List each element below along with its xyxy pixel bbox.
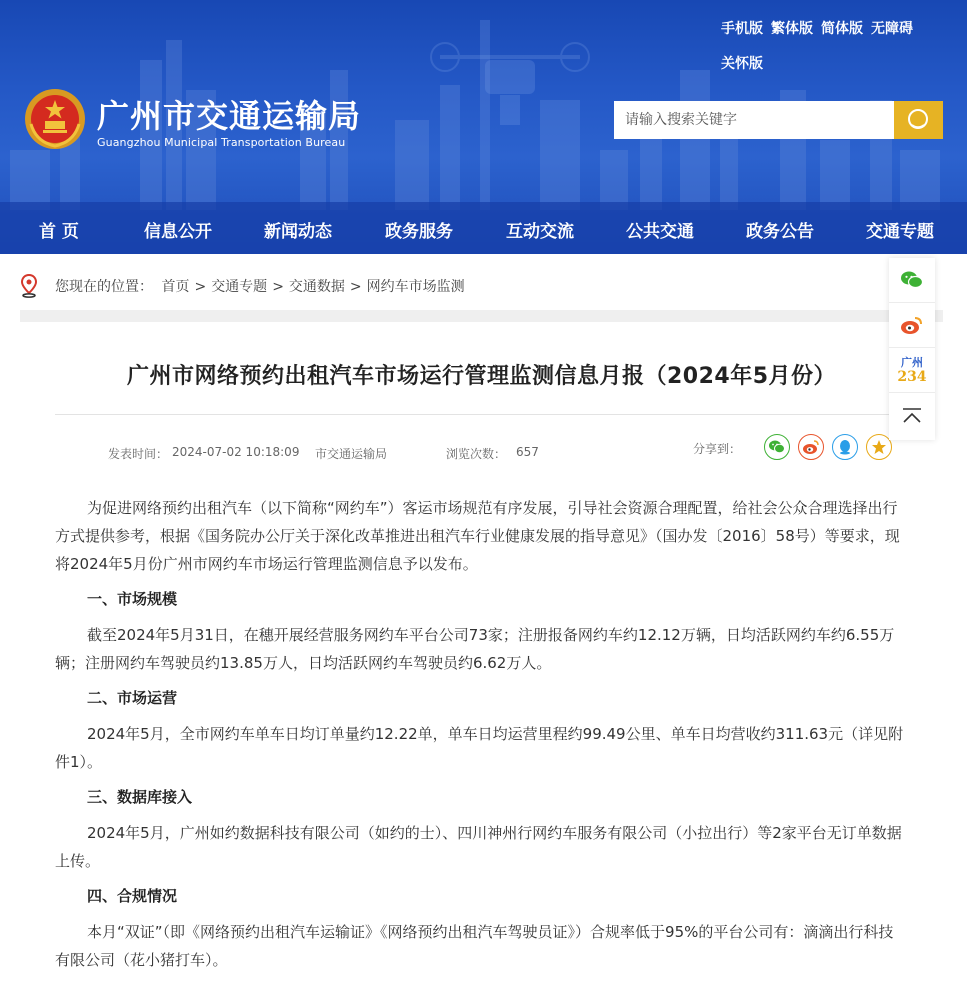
section-heading: 四、合规情况 [87, 887, 178, 905]
breadcrumb-trail [55, 276, 469, 296]
nav-gov-services[interactable]: 政务服务 [385, 222, 453, 242]
publish-time-label: 发表时间： [108, 447, 169, 461]
nav-news[interactable]: 新闻动态 [264, 222, 332, 242]
section-heading: 一、市场规模 [87, 590, 178, 608]
views-label: 浏览次数： [446, 447, 507, 461]
favorite-star-icon [871, 439, 887, 455]
traditional-chinese-link[interactable]: 繁体版 [771, 21, 813, 37]
breadcrumb-home[interactable]: 首页 [161, 279, 190, 295]
article-paragraph: 为促进网络预约出租汽车（以下简称“网约车”）客运市场规范有序发展，引导社会资源合理配置，给社会公众合理选择出行方式提供参考，根据《国务院办公厅关于深化改革推进出租汽车行业健康发展的指导意见》（国办发〔2016〕58号）等要求，现将2024年5月份广州市网约车市场运行管理监测信息予以发布。 [55, 499, 900, 573]
views-count: 657 [516, 445, 539, 459]
article-source: 市交通运输局 [315, 447, 388, 461]
section-heading: 三、数据库接入 [87, 788, 193, 806]
section-heading: 二、市场运营 [87, 689, 178, 707]
elder-care-version-link[interactable]: 关怀版 [721, 56, 763, 72]
top-links [721, 20, 931, 73]
gz234-label-bottom [897, 370, 926, 385]
search-input[interactable] [614, 101, 894, 139]
site-subtitle: Guangzhou Municipal Transportation Bureau [97, 136, 346, 149]
nav-announcements[interactable]: 政务公告 [746, 222, 814, 242]
breadcrumb-prefix: 您现在的位置： [55, 279, 153, 295]
breadcrumb-separator: > [349, 279, 362, 295]
breadcrumb-separator: > [194, 279, 207, 295]
breadcrumb-transport-data[interactable]: 交通数据 [288, 279, 345, 295]
nav-interaction[interactable]: 互动交流 [506, 222, 574, 242]
gz234-label-bottom-text: 234 [897, 369, 927, 385]
breadcrumb-ride-hailing-monitoring[interactable]: 网约车市场监测 [366, 279, 465, 295]
float-gz234-button[interactable] [889, 348, 935, 393]
share-label: 分享到： [693, 442, 742, 456]
article-body [55, 494, 908, 982]
article-paragraph: 2024年5月，全市网约车单车日均订单量约12.22单，单车日均运营里程约99.49公里、单车日均营收约311.63元（详见附件1）。 [55, 725, 904, 771]
back-to-top-button[interactable] [889, 393, 935, 438]
main-nav [0, 202, 967, 254]
site-title[interactable]: 广州市交通运输局 [97, 97, 362, 135]
share-qq-button[interactable] [832, 434, 858, 460]
article-paragraph: 本月“双证”（即《网络预约出租汽车运输证》《网络预约出租汽车驾驶员证》）合规率低于95%的平台公司有：滴滴出行科技有限公司（花小猪打车）。 [55, 923, 894, 969]
article-title: 广州市网络预约出租汽车市场运行管理监测信息月报（2024年5月份） [126, 364, 837, 389]
mobile-version-link[interactable]: 手机版 [721, 21, 763, 37]
nav-transport-topics[interactable]: 交通专题 [866, 222, 934, 242]
nav-public-transport[interactable]: 公共交通 [626, 222, 694, 242]
search-icon [906, 107, 932, 133]
breadcrumb-transport-topics[interactable]: 交通专题 [211, 279, 268, 295]
title-divider [55, 414, 908, 415]
nav-home[interactable]: 首 页 [39, 222, 79, 242]
breadcrumb-divider [20, 310, 943, 322]
article-paragraph: 2024年5月，广州如约数据科技有限公司（如约的士）、四川神州行网约车服务有限公司（小拉出行）等2家平台无订单数据上传。 [55, 824, 902, 870]
weibo-icon [802, 439, 820, 455]
search-box [614, 101, 943, 139]
breadcrumb-separator: > [272, 279, 284, 295]
float-wechat-button[interactable] [889, 258, 935, 303]
floating-share-bar [889, 258, 935, 440]
float-weibo-button[interactable] [889, 303, 935, 348]
search-button[interactable] [894, 101, 943, 139]
article-paragraph: 截至2024年5月31日，在穗开展经营服务网约车平台公司73家；注册报备网约车约12.12万辆，日均活跃网约车约6.55万辆；注册网约车驾驶员约13.85万人，日均活跃网约车驾驶员约6.62万人。 [55, 626, 895, 672]
location-pin-icon [20, 274, 38, 298]
weibo-icon [900, 315, 924, 335]
publish-time: 2024-07-02 10:18:09 [172, 445, 300, 459]
share-weibo-button[interactable] [798, 434, 824, 460]
back-to-top-icon [901, 407, 923, 425]
breadcrumb [0, 266, 967, 306]
wechat-icon [900, 270, 924, 290]
site-header [0, 0, 967, 254]
nav-info-disclosure[interactable]: 信息公开 [144, 222, 212, 242]
gov-emblem-icon[interactable] [24, 88, 86, 150]
qq-icon [838, 439, 852, 455]
gz234-label-top: 广州 [900, 356, 923, 369]
simplified-chinese-link[interactable]: 简体版 [821, 21, 863, 37]
wechat-icon [768, 439, 786, 455]
share-wechat-button[interactable] [764, 434, 790, 460]
accessibility-link[interactable]: 无障碍 [871, 21, 913, 37]
